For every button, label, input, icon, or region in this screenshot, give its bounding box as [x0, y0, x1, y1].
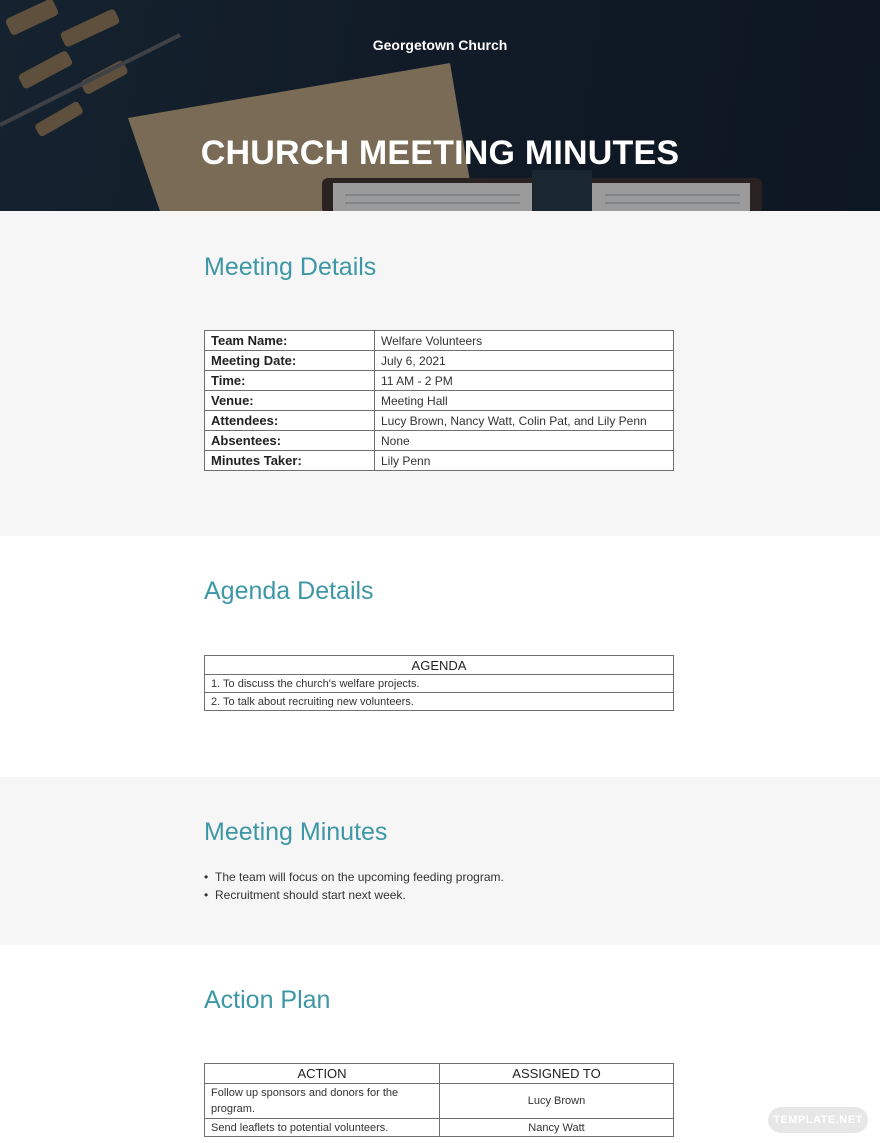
table-header-row — [205, 1064, 674, 1084]
document-title: CHURCH MEETING MINUTES — [200, 134, 680, 172]
template-watermark: TEMPLATE.NET — [768, 1107, 868, 1133]
table-row — [205, 391, 674, 411]
detail-label: Absentees: — [205, 431, 375, 451]
action-plan-section — [0, 945, 880, 1143]
table-row — [205, 1084, 674, 1119]
bullet-icon: • — [204, 888, 209, 902]
detail-label: Attendees: — [205, 411, 375, 431]
bullet-icon: • — [204, 870, 209, 884]
meeting-minutes-section — [0, 777, 880, 945]
organization-name: Georgetown Church — [372, 37, 508, 53]
action-item: Follow up sponsors and donors for the program. — [205, 1084, 440, 1119]
action-column-header: ACTION — [205, 1064, 440, 1084]
action-item: Send leaflets to potential volunteers. — [205, 1119, 440, 1137]
header-photo-illustration — [0, 0, 880, 211]
header-banner — [0, 0, 880, 211]
action-plan-table — [204, 1063, 674, 1137]
detail-label: Team Name: — [205, 331, 375, 351]
table-row — [205, 431, 674, 451]
detail-value: Welfare Volunteers — [375, 331, 674, 351]
minutes-text: The team will focus on the upcoming feeding program. — [215, 870, 504, 884]
detail-value: Lucy Brown, Nancy Watt, Colin Pat, and Lily Penn — [375, 411, 674, 431]
agenda-item: 2. To talk about recruiting new volunteers. — [205, 693, 674, 711]
meeting-details-table — [204, 330, 674, 471]
assignee: Lucy Brown — [440, 1084, 674, 1119]
action-plan-heading: Action Plan — [204, 986, 331, 1014]
detail-label: Venue: — [205, 391, 375, 411]
table-row — [205, 693, 674, 711]
agenda-details-heading: Agenda Details — [204, 577, 374, 605]
minutes-list — [204, 868, 504, 904]
table-row — [205, 451, 674, 471]
detail-value: 11 AM - 2 PM — [375, 371, 674, 391]
minutes-text: Recruitment should start next week. — [215, 888, 406, 902]
detail-value: None — [375, 431, 674, 451]
meeting-minutes-heading: Meeting Minutes — [204, 818, 388, 846]
table-row — [205, 411, 674, 431]
agenda-column-header: AGENDA — [205, 656, 674, 675]
agenda-item: 1. To discuss the church's welfare projects. — [205, 675, 674, 693]
detail-label: Minutes Taker: — [205, 451, 375, 471]
table-row — [205, 371, 674, 391]
detail-value: Lily Penn — [375, 451, 674, 471]
table-row — [205, 1119, 674, 1137]
assigned-column-header: ASSIGNED TO — [440, 1064, 674, 1084]
assignee: Nancy Watt — [440, 1119, 674, 1137]
meeting-details-heading: Meeting Details — [204, 253, 377, 281]
list-item — [204, 886, 504, 904]
detail-label: Meeting Date: — [205, 351, 375, 371]
list-item — [204, 868, 504, 886]
table-row — [205, 351, 674, 371]
agenda-details-section — [0, 536, 880, 777]
detail-value: July 6, 2021 — [375, 351, 674, 371]
meeting-details-section — [0, 211, 880, 536]
table-header-row — [205, 656, 674, 675]
detail-value: Meeting Hall — [375, 391, 674, 411]
table-row — [205, 675, 674, 693]
table-row — [205, 331, 674, 351]
detail-label: Time: — [205, 371, 375, 391]
agenda-table — [204, 655, 674, 711]
